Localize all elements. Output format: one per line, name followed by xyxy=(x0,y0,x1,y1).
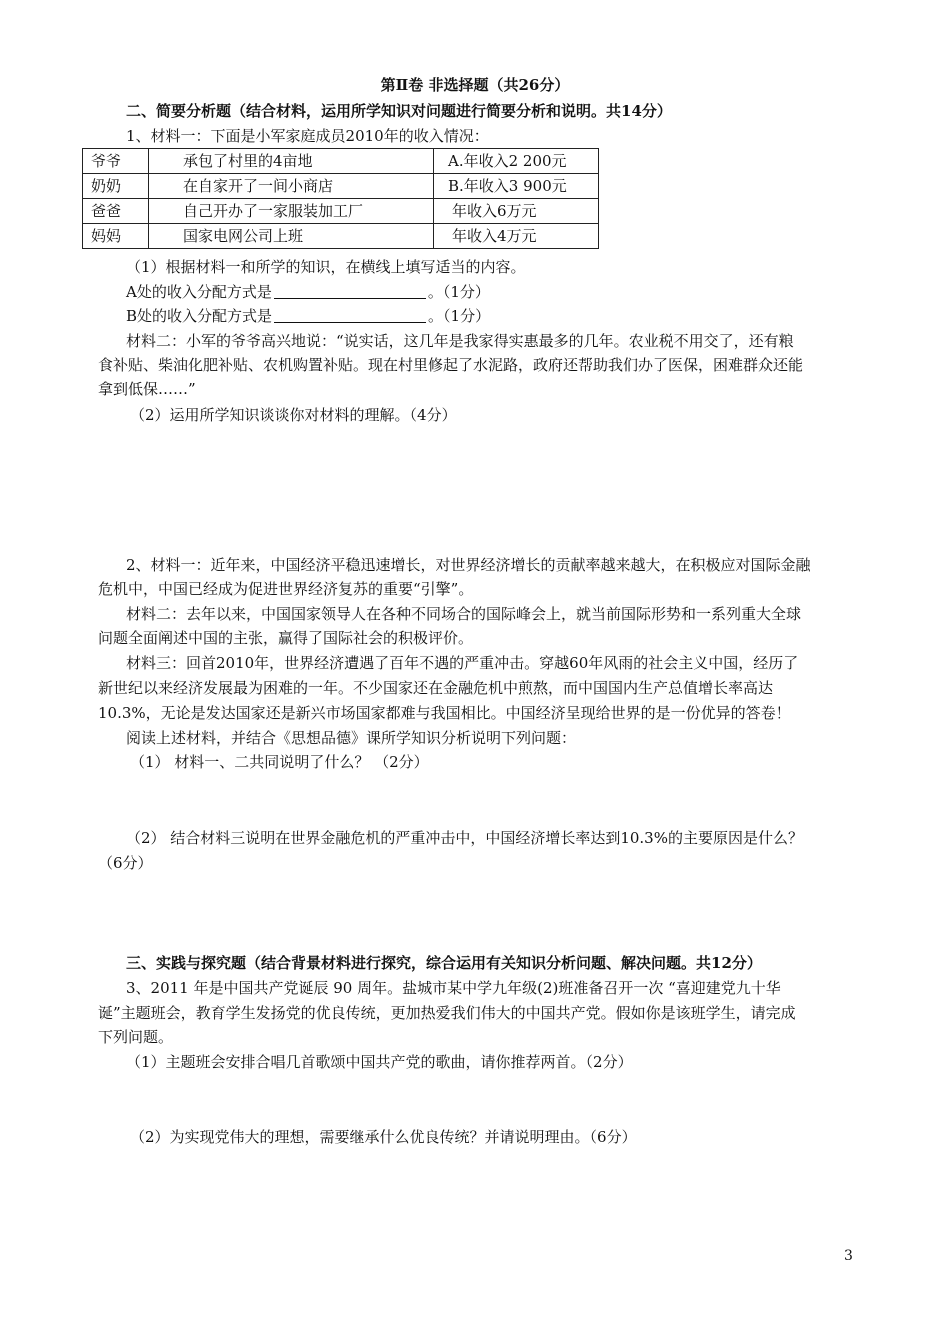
q2-line5: 材料三：回首2010年，世界经济遭遇了百年不遇的严重冲击。穿越60年风雨的社会主义中国，经历了 xyxy=(126,654,799,672)
q2-line2: 危机中，中国已经成为促进世界经济复苏的重要“引擎”。 xyxy=(98,580,474,598)
q3-sub1: （1）主题班会安排合唱几首歌颂中国共产党的歌曲，请你推荐两首。（2分） xyxy=(126,1053,633,1071)
q2-line1: 2、材料一：近年来，中国经济平稳迅速增长，对世界经济增长的贡献率越来越大，在积极应对国际金融 xyxy=(126,556,811,574)
q2-line8: 阅读上述材料，并结合《思想品德》课所学知识分析说明下列问题： xyxy=(126,729,577,747)
q1-b-prefix: B处的收入分配方式是 xyxy=(126,307,273,325)
q1-a-suffix: 。（1分） xyxy=(427,283,490,301)
q3-sub2: （2）为实现党伟大的理想，需要继承什么优良传统？并请说明理由。（6分） xyxy=(130,1128,637,1146)
q3-line1: 3、2011 年是中国共产党诞辰 90 周年。盐城市某中学九年级(2)班准备召开一次 “喜迎建党九十华 xyxy=(126,979,781,997)
table-cell: 爷爷 xyxy=(83,149,149,174)
q3-line2: 诞”主题班会，教育学生发扬党的优良传统，更加热爱我们伟大的中国共产党。假如你是该班学生，请完成 xyxy=(98,1004,796,1022)
part3-title: 三、实践与探究题（结合背景材料进行探究，综合运用有关知识分析问题、解决问题。共12分） xyxy=(126,954,762,972)
q1-b-suffix: 。（1分） xyxy=(428,307,491,325)
table-cell: 承包了村里的4亩地 xyxy=(149,149,434,174)
table-cell: 年收入4万元 xyxy=(434,224,599,249)
answer-blank-b[interactable] xyxy=(274,307,426,323)
q1-sub2: （2）运用所学知识谈谈你对材料的理解。（4分） xyxy=(130,406,457,424)
table-row xyxy=(83,199,599,224)
q1-b-line xyxy=(126,306,490,326)
table-cell: 爸爸 xyxy=(83,199,149,224)
q1-material2-line1: 材料二：小军的爷爷高兴地说：“说实话，这几年是我家得实惠最多的几年。农业税不用交了，还有粮 xyxy=(126,332,794,350)
part2-title: 二、简要分析题（结合材料，运用所学知识对问题进行简要分析和说明。共14分） xyxy=(126,102,672,120)
table-row xyxy=(83,174,599,199)
q1-sub1: （1）根据材料一和所学的知识，在横线上填写适当的内容。 xyxy=(126,258,526,276)
table-cell: 国家电网公司上班 xyxy=(149,224,434,249)
q2-sub2-line1: （2） 结合材料三说明在世界金融危机的严重冲击中，中国经济增长率达到10.3%的主要原因是什么？ xyxy=(126,829,803,847)
table-cell: 自己开办了一家服装加工厂 xyxy=(149,199,434,224)
q1-intro: 1、材料一：下面是小军家庭成员2010年的收入情况： xyxy=(126,127,489,145)
q1-material2-line2: 食补贴、柴油化肥补贴、农机购置补贴。现在村里修起了水泥路，政府还帮助我们办了医保，困难群众还能 xyxy=(98,356,804,374)
table-row xyxy=(83,149,599,174)
q2-sub2-line2: （6分） xyxy=(98,854,153,872)
table-cell: 妈妈 xyxy=(83,224,149,249)
q1-a-prefix: A处的收入分配方式是 xyxy=(126,283,272,301)
table-cell: 年收入6万元 xyxy=(434,199,599,224)
q2-line6: 新世纪以来经济发展最为困难的一年。不少国家还在金融危机中煎熬，而中国国内生产总值增长率高达 xyxy=(98,679,774,697)
table-cell: A.年收入2 200元 xyxy=(434,149,599,174)
q2-line4: 问题全面阐述中国的主张，赢得了国际社会的积极评价。 xyxy=(98,629,474,647)
table-row xyxy=(83,224,599,249)
q3-line3: 下列问题。 xyxy=(98,1028,174,1046)
table-cell: 在自家开了一间小商店 xyxy=(149,174,434,199)
table-cell: B.年收入3 900元 xyxy=(434,174,599,199)
section-header: 第Ⅱ卷 非选择题（共26分） xyxy=(380,76,570,94)
q2-sub1: （1） 材料一、二共同说明了什么？ （2分） xyxy=(130,753,429,771)
income-table xyxy=(82,148,599,249)
page-number: 3 xyxy=(844,1248,853,1264)
answer-blank-a[interactable] xyxy=(274,283,426,299)
q1-a-line xyxy=(126,282,490,302)
table-cell: 奶奶 xyxy=(83,174,149,199)
q1-material2-line3: 拿到低保……” xyxy=(98,380,196,398)
q2-line7: 10.3%，无论是发达国家还是新兴市场国家都难与我国相比。中国经济呈现给世界的是一份优异的答卷！ xyxy=(98,704,791,722)
q2-line3: 材料二：去年以来，中国国家领导人在各种不同场合的国际峰会上，就当前国际形势和一系列重大全球 xyxy=(126,605,802,623)
